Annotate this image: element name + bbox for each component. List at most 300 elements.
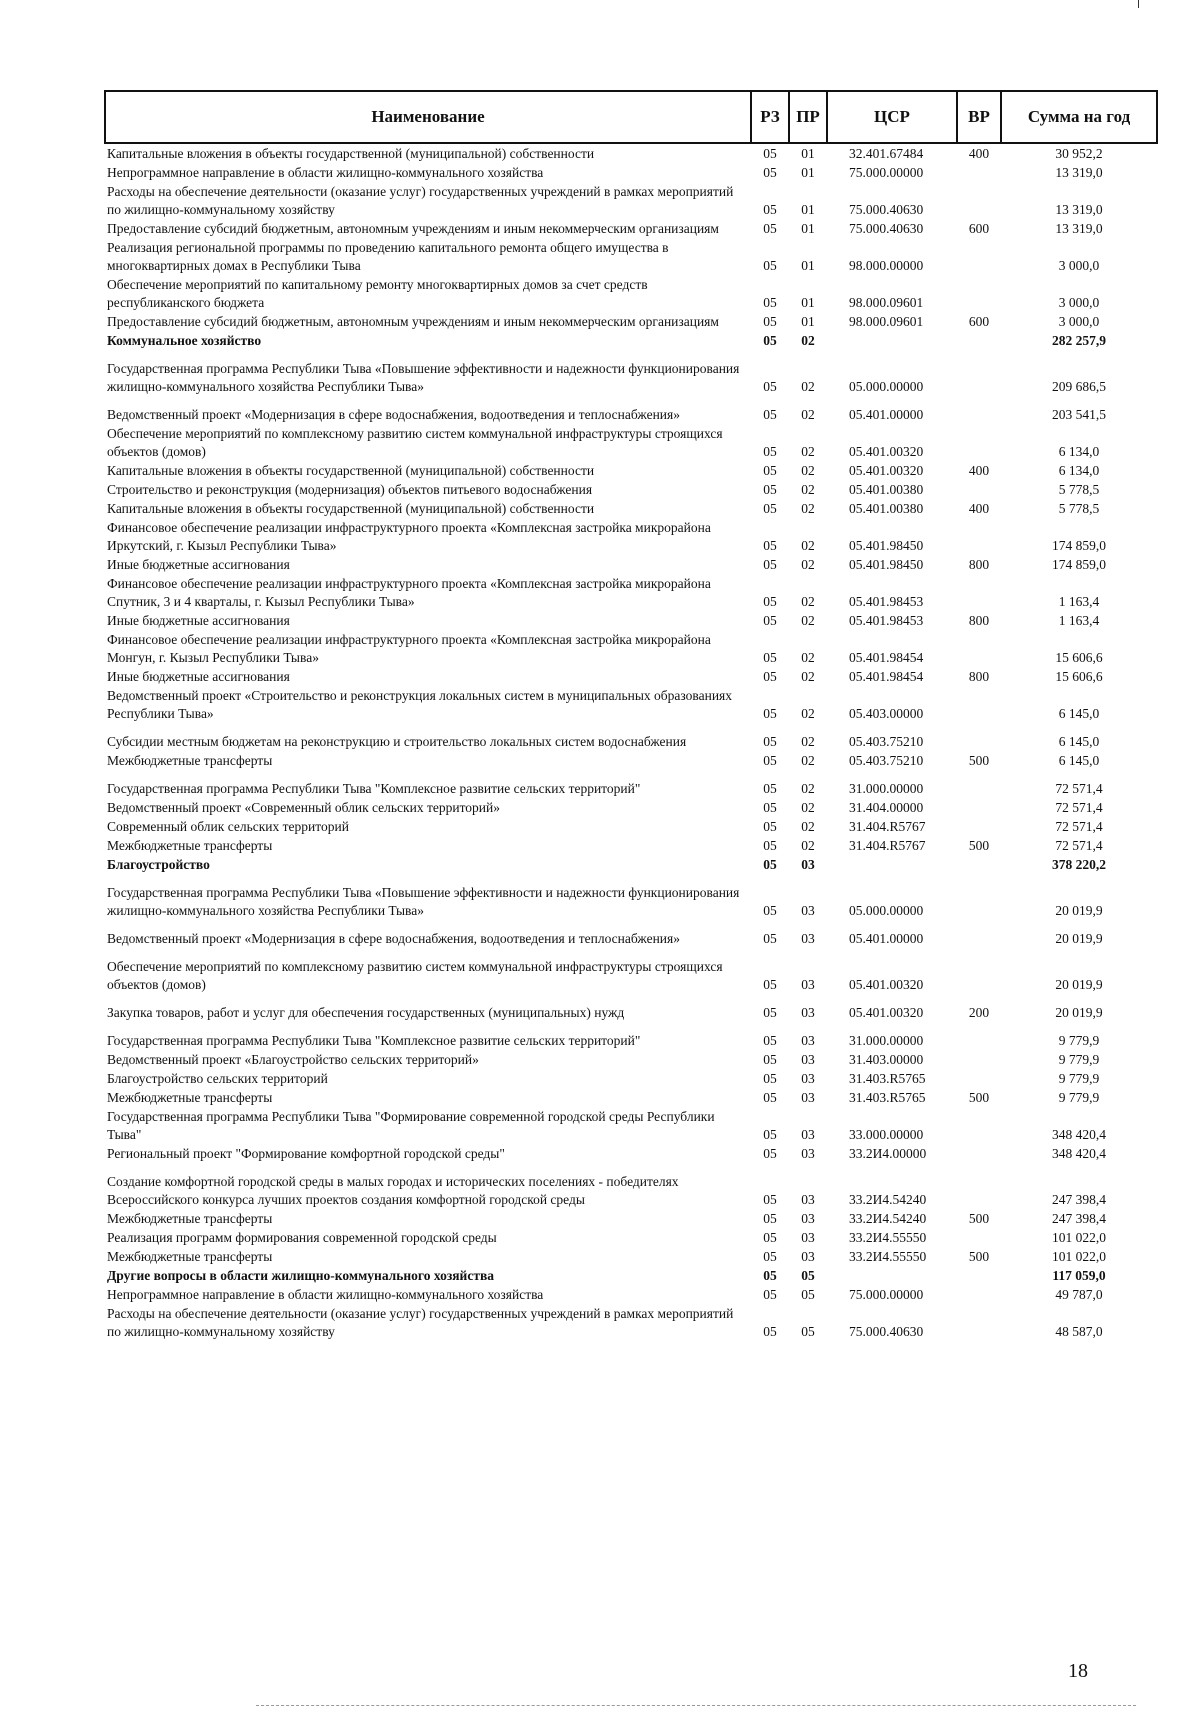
cell-rz: 05 — [763, 1268, 777, 1283]
cell-pr: 02 — [801, 706, 815, 721]
cell-csr: 33.2И4.55550 — [849, 1249, 927, 1264]
cell-csr: 98.000.09601 — [849, 295, 924, 310]
cell-rz: 05 — [763, 258, 777, 273]
cell-pr: 01 — [801, 314, 815, 329]
cell-csr: 05.401.00380 — [849, 482, 924, 497]
cell-name: Реализация региональной программы по проведению капитального ремонта общего имущества в многоквартирных домах в Республики Тыва — [107, 240, 669, 273]
cell-csr: 33.000.00000 — [849, 1127, 924, 1142]
cell-csr: 05.401.98450 — [849, 557, 924, 572]
cell-rz: 05 — [763, 557, 777, 572]
cell-vr — [957, 770, 1001, 798]
table-row — [105, 480, 1157, 499]
cell-csr: 31.403.R5765 — [849, 1090, 926, 1105]
cell-pr: 02 — [801, 734, 815, 749]
cell-csr: 98.000.09601 — [849, 314, 924, 329]
table-row — [105, 751, 1157, 770]
budget-table-container — [104, 90, 1156, 1341]
cell-vr — [957, 630, 1001, 667]
cell-vr — [957, 1022, 1001, 1050]
cell-csr: 31.000.00000 — [849, 1033, 924, 1048]
cell-sum: 20 019,9 — [1055, 931, 1103, 946]
cell-name: Государственная программа Республики Тыва «Повышение эффективности и надежности функционирования жилищно-коммунального хозяйства Республики Тыва» — [107, 361, 740, 394]
cell-vr — [957, 948, 1001, 994]
cell-name: Капитальные вложения в объекты государственной (муниципальной) собственности — [107, 463, 595, 478]
cell-name: Закупка товаров, работ и услуг для обеспечения государственных (муниципальных) нужд — [107, 1005, 625, 1020]
cell-sum: 6 145,0 — [1058, 734, 1100, 749]
cell-pr: 01 — [801, 258, 815, 273]
cell-name: Непрограммное направление в области жилищно-коммунального хозяйства — [107, 165, 544, 180]
cell-name: Строительство и реконструкция (модернизация) объектов питьевого водоснабжения — [107, 482, 593, 497]
table-row — [105, 163, 1157, 182]
cell-name: Предоставление субсидий бюджетным, автономным учреждениям и иным некоммерческим организациям — [107, 314, 719, 329]
table-row — [105, 770, 1157, 798]
cell-sum: 1 163,4 — [1058, 613, 1100, 628]
cell-vr — [957, 518, 1001, 555]
cell-rz: 05 — [763, 1192, 777, 1207]
table-row — [105, 1266, 1157, 1285]
cell-name: Коммунальное хозяйство — [107, 333, 262, 348]
cell-name: Финансовое обеспечение реализации инфраструктурного проекта «Комплексная застройка микрорайона Иркутский, г. Кызыл Республики Тыва» — [107, 520, 711, 553]
table-row — [105, 667, 1157, 686]
cell-csr: 05.401.98454 — [849, 650, 924, 665]
cell-pr: 02 — [801, 557, 815, 572]
cell-name: Межбюджетные трансферты — [107, 1090, 273, 1105]
cell-vr: 500 — [968, 838, 990, 853]
table-row — [105, 611, 1157, 630]
cell-vr: 500 — [968, 753, 990, 768]
cell-name: Современный облик сельских территорий — [107, 819, 349, 834]
cell-vr — [957, 1107, 1001, 1144]
table-row — [105, 396, 1157, 424]
cell-sum: 20 019,9 — [1055, 1005, 1103, 1020]
cell-rz: 05 — [763, 333, 777, 348]
cell-pr: 02 — [801, 444, 815, 459]
cell-name: Межбюджетные трансферты — [107, 1211, 273, 1226]
cell-rz: 05 — [763, 857, 777, 872]
cell-pr: 05 — [801, 1268, 815, 1283]
page-number: 18 — [1068, 1660, 1088, 1682]
table-row — [105, 686, 1157, 723]
header-csr: ЦСР — [827, 91, 957, 143]
cell-pr: 03 — [801, 1230, 815, 1245]
header-row — [105, 91, 1157, 143]
cell-sum: 20 019,9 — [1055, 903, 1103, 918]
table-row — [105, 874, 1157, 920]
cell-vr — [957, 350, 1001, 396]
cell-name: Межбюджетные трансферты — [107, 1249, 273, 1264]
cell-rz: 05 — [763, 1146, 777, 1161]
cell-vr — [957, 1266, 1001, 1285]
table-row — [105, 574, 1157, 611]
cell-pr: 03 — [801, 1249, 815, 1264]
cell-pr: 01 — [801, 295, 815, 310]
table-row — [105, 948, 1157, 994]
cell-name: Капитальные вложения в объекты государственной (муниципальной) собственности — [107, 146, 595, 161]
cell-pr: 03 — [801, 977, 815, 992]
cell-sum: 15 606,6 — [1055, 669, 1103, 684]
cell-sum: 6 134,0 — [1058, 463, 1100, 478]
cell-rz: 05 — [763, 1230, 777, 1245]
cell-rz: 05 — [763, 501, 777, 516]
cell-vr — [957, 1050, 1001, 1069]
cell-sum: 378 220,2 — [1052, 857, 1106, 872]
cell-pr: 03 — [801, 1033, 815, 1048]
table-row — [105, 1285, 1157, 1304]
cell-sum: 101 022,0 — [1052, 1249, 1106, 1264]
cell-csr: 31.404.R5767 — [849, 819, 926, 834]
cell-sum: 49 787,0 — [1055, 1287, 1103, 1302]
cell-pr: 02 — [801, 463, 815, 478]
cell-rz: 05 — [763, 1033, 777, 1048]
cell-vr — [957, 331, 1001, 350]
cell-pr: 02 — [801, 538, 815, 553]
cell-rz: 05 — [763, 538, 777, 553]
cell-sum: 3 000,0 — [1058, 258, 1100, 273]
cell-sum: 203 541,5 — [1052, 407, 1106, 422]
cell-csr: 05.401.98454 — [849, 669, 924, 684]
cell-pr: 02 — [801, 613, 815, 628]
cell-name: Ведомственный проект «Строительство и реконструкция локальных систем в муниципальных образованиях Республики Тыва» — [107, 688, 733, 721]
cell-csr: 05.401.98453 — [849, 594, 924, 609]
cell-vr: 500 — [968, 1090, 990, 1105]
cell-pr: 02 — [801, 781, 815, 796]
table-row — [105, 630, 1157, 667]
cell-sum: 13 319,0 — [1055, 221, 1103, 236]
cell-sum: 247 398,4 — [1052, 1211, 1106, 1226]
cell-csr: 05.401.00320 — [849, 977, 924, 992]
cell-sum: 20 019,9 — [1055, 977, 1103, 992]
cell-csr: 75.000.40630 — [849, 202, 924, 217]
cell-sum: 117 059,0 — [1052, 1268, 1106, 1283]
cell-pr: 03 — [801, 903, 815, 918]
cell-sum: 5 778,5 — [1058, 482, 1100, 497]
cell-name: Обеспечение мероприятий по капитальному ремонту многоквартирных домов за счет средств республиканского бюджета — [107, 277, 648, 310]
cell-name: Ведомственный проект «Современный облик сельских территорий» — [107, 800, 500, 815]
cell-vr — [957, 574, 1001, 611]
cell-sum: 247 398,4 — [1052, 1192, 1106, 1207]
cell-pr: 03 — [801, 1090, 815, 1105]
cell-pr: 02 — [801, 333, 815, 348]
cell-vr — [957, 275, 1001, 312]
cell-rz: 05 — [763, 1324, 777, 1339]
cell-vr — [957, 182, 1001, 219]
cell-csr: 05.401.00000 — [849, 407, 924, 422]
cell-pr: 03 — [801, 1146, 815, 1161]
cell-rz: 05 — [763, 1090, 777, 1105]
cell-rz: 05 — [763, 314, 777, 329]
cell-csr: 05.401.98453 — [849, 613, 924, 628]
table-row — [105, 424, 1157, 461]
budget-table — [104, 90, 1158, 1341]
cell-sum: 72 571,4 — [1055, 819, 1103, 834]
cell-vr: 500 — [968, 1249, 990, 1264]
cell-name: Иные бюджетные ассигнования — [107, 613, 290, 628]
cell-csr: 75.000.40630 — [849, 221, 924, 236]
cell-rz: 05 — [763, 1052, 777, 1067]
cell-pr: 02 — [801, 594, 815, 609]
table-row — [105, 555, 1157, 574]
cell-sum: 9 779,9 — [1058, 1033, 1100, 1048]
cell-pr: 03 — [801, 931, 815, 946]
cell-pr: 01 — [801, 146, 815, 161]
table-row — [105, 1209, 1157, 1228]
cell-rz: 05 — [763, 295, 777, 310]
cell-sum: 13 319,0 — [1055, 165, 1103, 180]
cell-vr: 800 — [968, 669, 990, 684]
cell-csr: 31.403.00000 — [849, 1052, 924, 1067]
cell-rz: 05 — [763, 1211, 777, 1226]
cell-name: Непрограммное направление в области жилищно-коммунального хозяйства — [107, 1287, 544, 1302]
cell-sum: 72 571,4 — [1055, 781, 1103, 796]
cell-vr — [957, 424, 1001, 461]
cell-vr: 500 — [968, 1211, 990, 1226]
table-row — [105, 1247, 1157, 1266]
cell-sum: 5 778,5 — [1058, 501, 1100, 516]
cell-csr: 05.403.00000 — [849, 706, 924, 721]
cell-rz: 05 — [763, 819, 777, 834]
cell-csr: 05.401.00380 — [849, 501, 924, 516]
cell-rz: 05 — [763, 463, 777, 478]
cell-name: Государственная программа Республики Тыва «Повышение эффективности и надежности функционирования жилищно-коммунального хозяйства Республики Тыва» — [107, 885, 740, 918]
cell-name: Иные бюджетные ассигнования — [107, 557, 290, 572]
table-row — [105, 275, 1157, 312]
table-row — [105, 1069, 1157, 1088]
cell-sum: 3 000,0 — [1058, 295, 1100, 310]
cell-csr: 75.000.40630 — [849, 1324, 924, 1339]
cell-name: Субсидии местным бюджетам на реконструкцию и строительство локальных систем водоснабжения — [107, 734, 687, 749]
cell-vr: 600 — [968, 221, 990, 236]
cell-csr — [827, 855, 957, 874]
cell-rz: 05 — [763, 781, 777, 796]
table-body — [105, 143, 1157, 1341]
cell-sum: 3 000,0 — [1058, 314, 1100, 329]
cell-pr: 03 — [801, 1005, 815, 1020]
table-row — [105, 1050, 1157, 1069]
cell-name: Ведомственный проект «Модернизация в сфере водоснабжения, водоотведения и теплоснабжения» — [107, 407, 680, 422]
table-row — [105, 1022, 1157, 1050]
cell-vr: 400 — [968, 463, 990, 478]
cell-vr — [957, 817, 1001, 836]
cell-sum: 348 420,4 — [1052, 1146, 1106, 1161]
cell-vr — [957, 1144, 1001, 1163]
cell-pr: 05 — [801, 1324, 815, 1339]
cell-csr: 31.404.R5767 — [849, 838, 926, 853]
cell-vr — [957, 874, 1001, 920]
cell-vr — [957, 855, 1001, 874]
header-vr: ВР — [957, 91, 1001, 143]
cell-rz: 05 — [763, 379, 777, 394]
cell-rz: 05 — [763, 838, 777, 853]
cell-name: Межбюджетные трансферты — [107, 753, 273, 768]
cell-vr — [957, 1069, 1001, 1088]
cell-vr — [957, 396, 1001, 424]
cell-rz: 05 — [763, 1005, 777, 1020]
cell-sum: 348 420,4 — [1052, 1127, 1106, 1142]
cell-pr: 03 — [801, 1192, 815, 1207]
cell-name: Ведомственный проект «Модернизация в сфере водоснабжения, водоотведения и теплоснабжения» — [107, 931, 680, 946]
cell-pr: 02 — [801, 753, 815, 768]
cell-rz: 05 — [763, 407, 777, 422]
cell-name: Создание комфортной городской среды в малых городах и исторических поселениях - победителях Всероссийского конкурса лучших проектов создания комфортной городской среды — [107, 1174, 679, 1207]
cell-pr: 02 — [801, 482, 815, 497]
table-row — [105, 182, 1157, 219]
cell-sum: 48 587,0 — [1055, 1324, 1103, 1339]
cell-vr — [957, 920, 1001, 948]
header-pr: ПР — [789, 91, 827, 143]
cell-name: Региональный проект "Формирование комфортной городской среды" — [107, 1146, 505, 1161]
cell-name: Расходы на обеспечение деятельности (оказание услуг) государственных учреждений в рамках мероприятий по жилищно-коммунальному хозяйству — [107, 1306, 734, 1339]
cell-csr: 05.401.00320 — [849, 444, 924, 459]
cell-pr: 02 — [801, 669, 815, 684]
table-row — [105, 518, 1157, 555]
cell-pr: 03 — [801, 1127, 815, 1142]
table-row — [105, 1088, 1157, 1107]
cell-pr: 02 — [801, 838, 815, 853]
cell-pr: 02 — [801, 819, 815, 834]
cell-name: Иные бюджетные ассигнования — [107, 669, 290, 684]
cell-name: Предоставление субсидий бюджетным, автономным учреждениям и иным некоммерческим организациям — [107, 221, 719, 236]
cell-name: Межбюджетные трансферты — [107, 838, 273, 853]
cell-csr: 31.404.00000 — [849, 800, 924, 815]
table-row — [105, 1144, 1157, 1163]
table-row — [105, 499, 1157, 518]
cell-vr — [957, 1228, 1001, 1247]
cell-pr: 03 — [801, 1211, 815, 1226]
cell-pr: 05 — [801, 1287, 815, 1302]
cell-vr — [957, 686, 1001, 723]
cell-pr: 01 — [801, 221, 815, 236]
cell-vr: 400 — [968, 501, 990, 516]
table-row — [105, 836, 1157, 855]
cell-name: Расходы на обеспечение деятельности (оказание услуг) государственных учреждений в рамках мероприятий по жилищно-коммунальному хозяйству — [107, 184, 734, 217]
cell-rz: 05 — [763, 977, 777, 992]
table-row — [105, 855, 1157, 874]
cell-vr — [957, 163, 1001, 182]
cell-rz: 05 — [763, 1071, 777, 1086]
cell-pr: 02 — [801, 800, 815, 815]
cell-pr: 02 — [801, 650, 815, 665]
cell-name: Реализация программ формирования современной городской среды — [107, 1230, 497, 1245]
cell-name: Финансовое обеспечение реализации инфраструктурного проекта «Комплексная застройка микрорайона Монгун, г. Кызыл Республики Тыва» — [107, 632, 711, 665]
cell-rz: 05 — [763, 800, 777, 815]
cell-vr — [957, 1163, 1001, 1209]
cell-sum: 209 686,5 — [1052, 379, 1106, 394]
table-row — [105, 994, 1157, 1022]
bottom-divider — [256, 1705, 1136, 1707]
cell-sum: 30 952,2 — [1055, 146, 1103, 161]
cell-name: Государственная программа Республики Тыва "Комплексное развитие сельских территорий" — [107, 781, 641, 796]
cell-csr: 33.2И4.54240 — [849, 1211, 927, 1226]
cell-sum: 101 022,0 — [1052, 1230, 1106, 1245]
cell-rz: 05 — [763, 165, 777, 180]
cell-rz: 05 — [763, 594, 777, 609]
cell-rz: 05 — [763, 221, 777, 236]
table-row — [105, 350, 1157, 396]
cell-sum: 9 779,9 — [1058, 1090, 1100, 1105]
cell-rz: 05 — [763, 146, 777, 161]
cell-sum: 6 145,0 — [1058, 706, 1100, 721]
cell-rz: 05 — [763, 931, 777, 946]
cell-sum: 282 257,9 — [1052, 333, 1106, 348]
cell-csr: 31.403.R5765 — [849, 1071, 926, 1086]
table-row — [105, 331, 1157, 350]
cell-name: Другие вопросы в области жилищно-коммунального хозяйства — [107, 1268, 495, 1283]
cell-csr: 05.401.00320 — [849, 463, 924, 478]
table-row — [105, 1107, 1157, 1144]
cell-rz: 05 — [763, 1127, 777, 1142]
cell-name: Государственная программа Республики Тыва "Комплексное развитие сельских территорий" — [107, 1033, 641, 1048]
cell-sum: 1 163,4 — [1058, 594, 1100, 609]
cell-csr — [827, 1266, 957, 1285]
table-header — [105, 91, 1157, 143]
table-row — [105, 798, 1157, 817]
table-row — [105, 219, 1157, 238]
cell-csr: 05.403.75210 — [849, 734, 924, 749]
cell-csr: 05.401.00320 — [849, 1005, 924, 1020]
cell-sum: 6 145,0 — [1058, 753, 1100, 768]
scan-mark — [1138, 0, 1139, 8]
cell-sum: 13 319,0 — [1055, 202, 1103, 217]
cell-csr: 32.401.67484 — [849, 146, 924, 161]
cell-pr: 01 — [801, 165, 815, 180]
cell-name: Благоустройство — [107, 857, 210, 872]
cell-vr — [957, 1304, 1001, 1341]
cell-sum: 72 571,4 — [1055, 838, 1103, 853]
cell-sum: 174 859,0 — [1052, 538, 1106, 553]
cell-csr — [827, 331, 957, 350]
cell-vr: 800 — [968, 613, 990, 628]
header-name: Наименование — [105, 91, 751, 143]
cell-name: Финансовое обеспечение реализации инфраструктурного проекта «Комплексная застройка микрорайона Спутник, 3 и 4 кварталы, г. Кызыл Республики Тыва» — [107, 576, 711, 609]
cell-sum: 6 134,0 — [1058, 444, 1100, 459]
cell-csr: 75.000.00000 — [849, 1287, 924, 1302]
cell-name: Ведомственный проект «Благоустройство сельских территорий» — [107, 1052, 479, 1067]
cell-name: Благоустройство сельских территорий — [107, 1071, 328, 1086]
cell-name: Государственная программа Республики Тыва "Формирование современной городской среды Республики Тыва" — [107, 1109, 715, 1142]
cell-rz: 05 — [763, 706, 777, 721]
cell-csr: 05.401.98450 — [849, 538, 924, 553]
cell-rz: 05 — [763, 650, 777, 665]
cell-vr — [957, 1285, 1001, 1304]
cell-rz: 05 — [763, 734, 777, 749]
table-row — [105, 143, 1157, 163]
cell-name: Обеспечение мероприятий по комплексному развитию систем коммунальной инфраструктуры строящихся объектов (домов) — [107, 426, 723, 459]
cell-name: Обеспечение мероприятий по комплексному развитию систем коммунальной инфраструктуры строящихся объектов (домов) — [107, 959, 723, 992]
cell-pr: 03 — [801, 857, 815, 872]
cell-vr — [957, 798, 1001, 817]
cell-vr — [957, 723, 1001, 751]
cell-pr: 01 — [801, 202, 815, 217]
cell-csr: 33.2И4.54240 — [849, 1192, 927, 1207]
table-row — [105, 238, 1157, 275]
cell-rz: 05 — [763, 613, 777, 628]
cell-rz: 05 — [763, 1249, 777, 1264]
table-row — [105, 920, 1157, 948]
cell-pr: 02 — [801, 379, 815, 394]
cell-rz: 05 — [763, 444, 777, 459]
cell-csr: 98.000.00000 — [849, 258, 924, 273]
cell-pr: 02 — [801, 501, 815, 516]
cell-vr: 200 — [968, 1005, 990, 1020]
cell-vr: 600 — [968, 314, 990, 329]
cell-rz: 05 — [763, 753, 777, 768]
cell-pr: 03 — [801, 1052, 815, 1067]
cell-pr: 02 — [801, 407, 815, 422]
table-row — [105, 1304, 1157, 1341]
cell-sum: 72 571,4 — [1055, 800, 1103, 815]
table-row — [105, 312, 1157, 331]
cell-vr: 800 — [968, 557, 990, 572]
